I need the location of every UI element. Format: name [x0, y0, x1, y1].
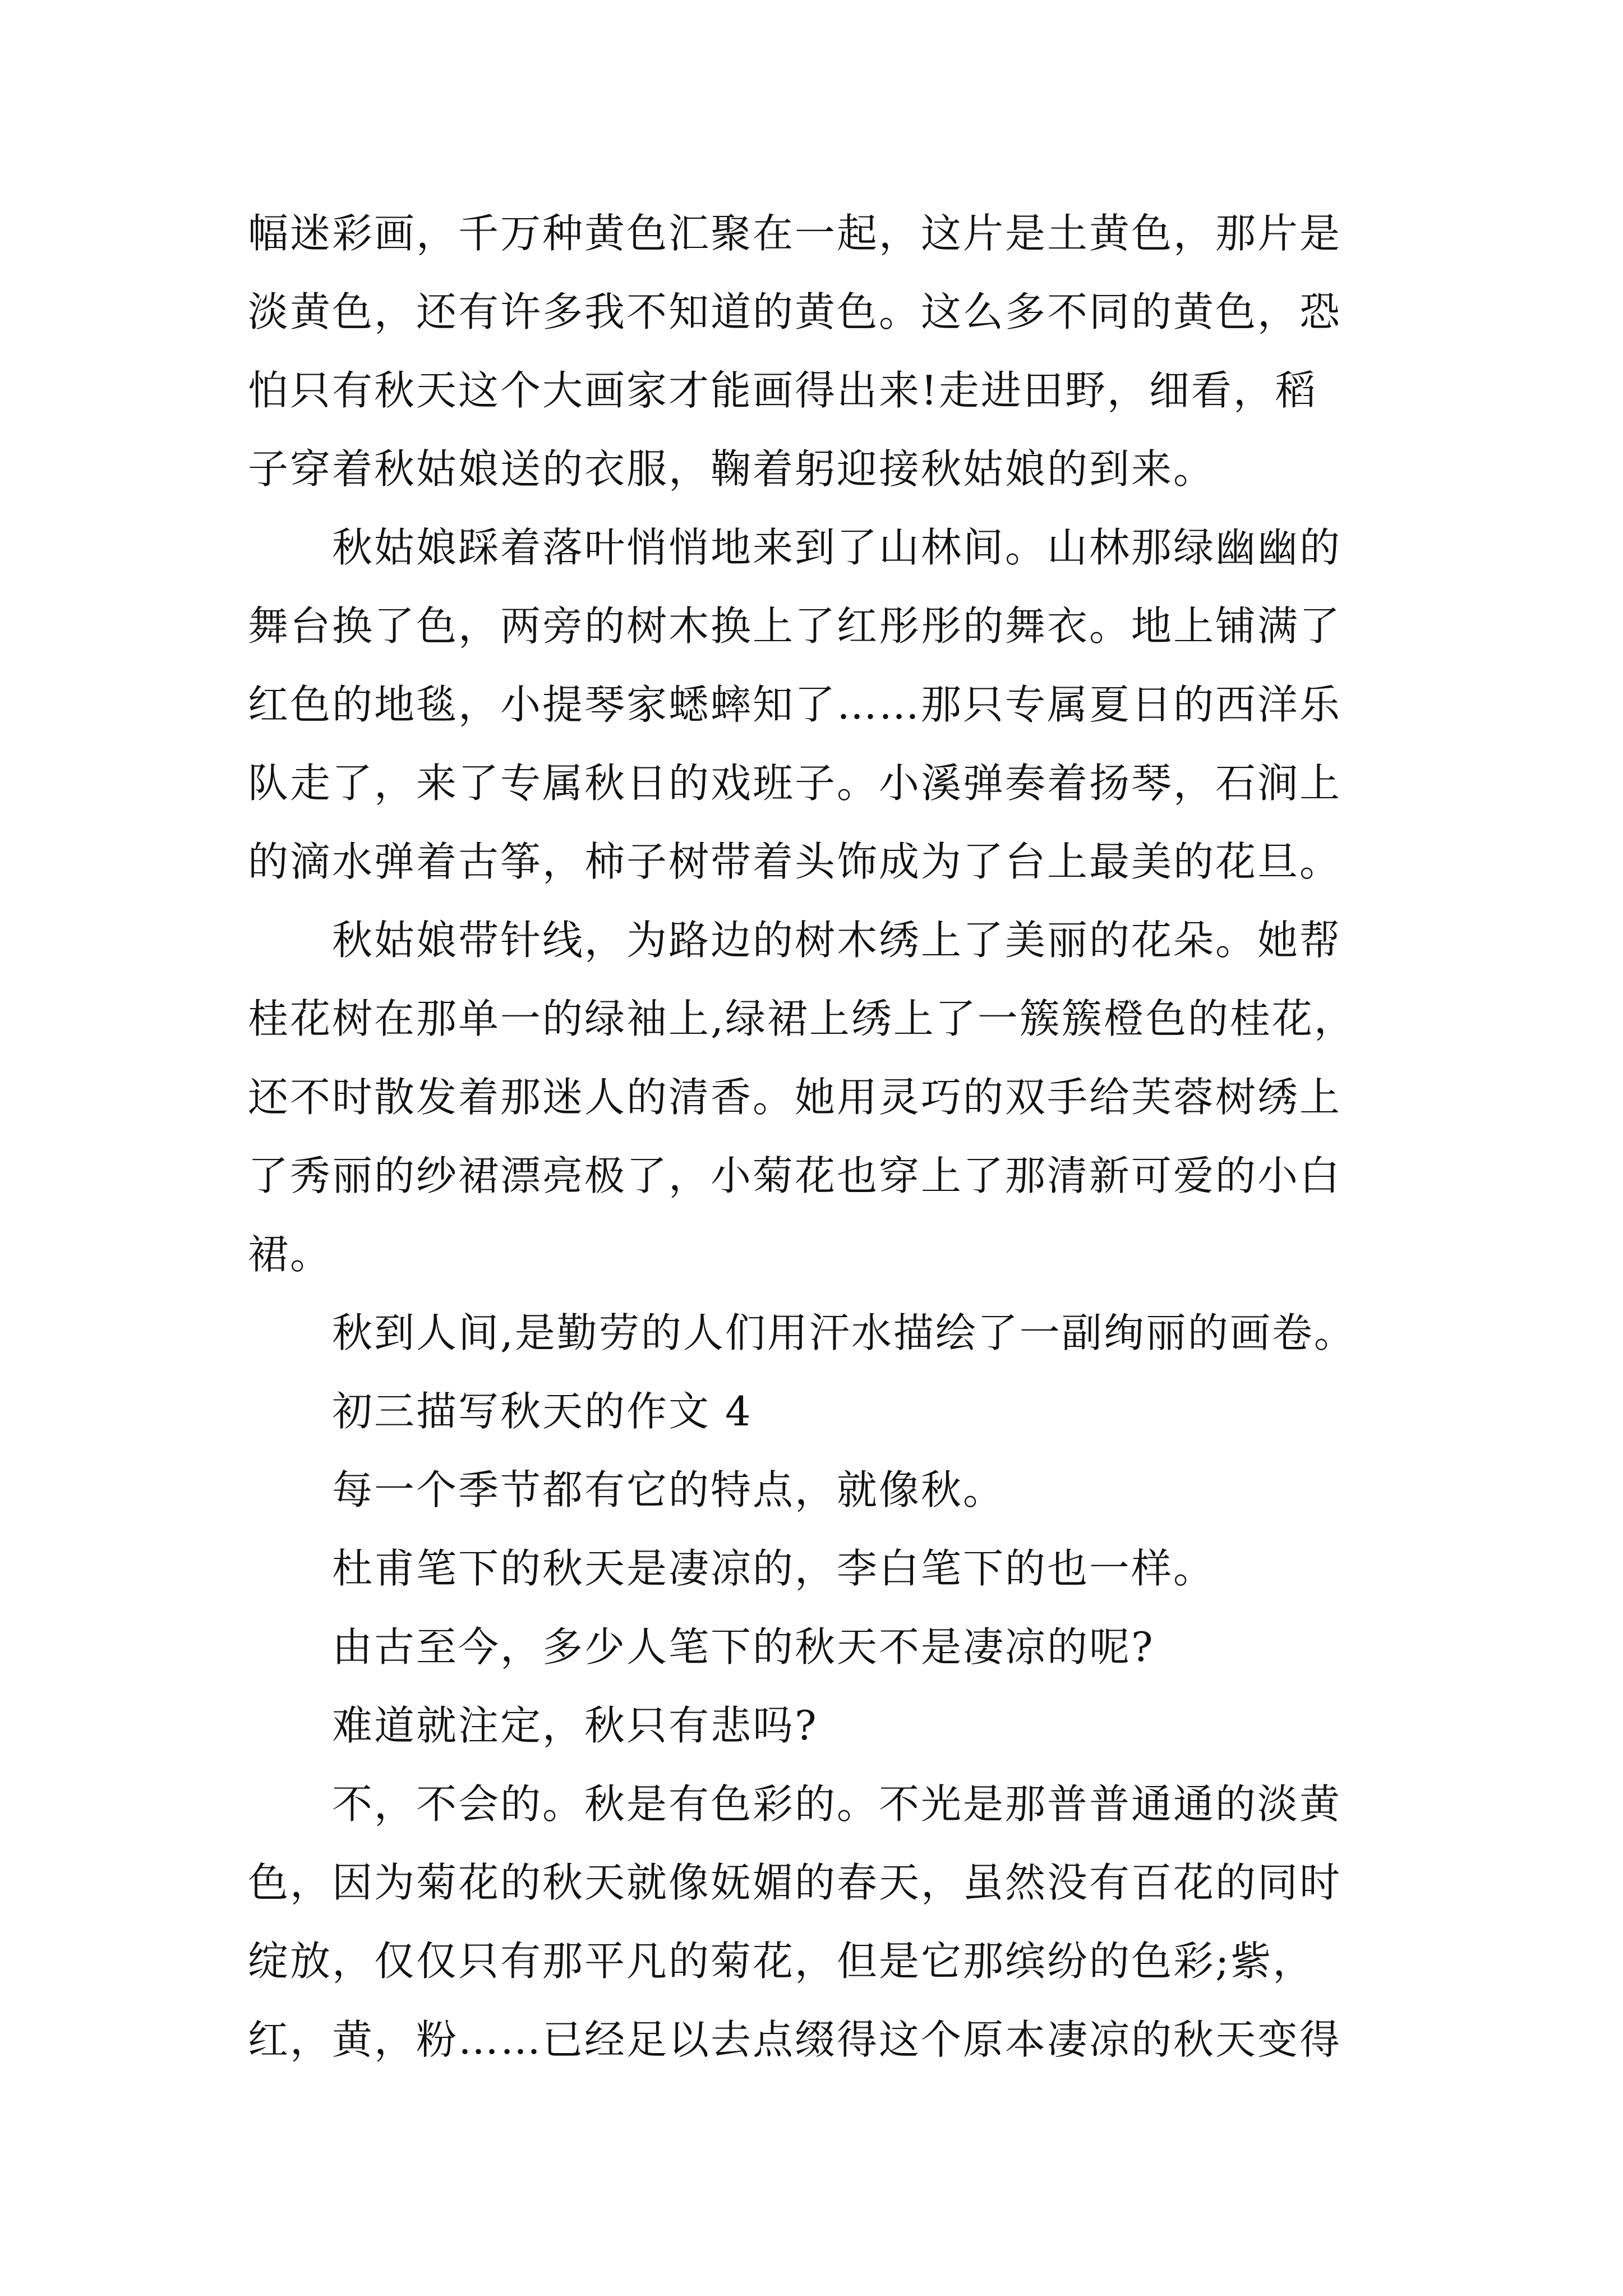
- paragraph-start-line: 不，不会的。秋是有色彩的。不光是那普普通通的淡黄: [332, 1780, 1342, 1828]
- text-line: 的滴水弹着古筝，柿子树带着头饰成为了台上最美的花旦。: [248, 838, 1342, 885]
- text-line: 绽放，仅仅只有那平凡的菊花，但是它那缤纷的色彩;紫，: [248, 1938, 1315, 1985]
- paragraph-start-line: 难道就注定，秋只有悲吗?: [332, 1702, 818, 1749]
- text-line: 红，黄，粉……已经足以去点缀得这个原本凄凉的秋天变得: [248, 2016, 1342, 2063]
- text-line: 子穿着秋姑娘送的衣服，鞠着躬迎接秋姑娘的到来。: [248, 445, 1216, 493]
- text-line: 幅迷彩画，千万种黄色汇聚在一起，这片是土黄色，那片是: [248, 210, 1342, 257]
- text-line: 色，因为菊花的秋天就像妩媚的春天，虽然没有百花的同时: [248, 1859, 1342, 1906]
- text-line: 桂花树在那单一的绿袖上,绿裙上绣上了一簇簇橙色的桂花，: [248, 995, 1356, 1042]
- text-line: 裙。: [248, 1231, 333, 1278]
- text-line: 还不时散发着那迷人的清香。她用灵巧的双手给芙蓉树绣上: [248, 1074, 1342, 1121]
- text-line: 了秀丽的纱裙漂亮极了，小菊花也穿上了那清新可爱的小白: [248, 1152, 1342, 1199]
- paragraph-start-line: 杜甫笔下的秋天是凄凉的，李白笔下的也一样。: [332, 1545, 1216, 1592]
- text-line: 队走了，来了专属秋日的戏班子。小溪弹奏着扬琴，石涧上: [248, 760, 1342, 807]
- paragraph-start-line: 秋到人间,是勤劳的人们用汗水描绘了一副绚丽的画卷。: [332, 1309, 1356, 1356]
- text-line: 舞台换了色，两旁的树木换上了红彤彤的舞衣。地上铺满了: [248, 602, 1342, 650]
- section-heading: 初三描写秋天的作文 4: [332, 1388, 753, 1435]
- paragraph-start-line: 由古至今，多少人笔下的秋天不是凄凉的呢?: [332, 1623, 1155, 1671]
- text-line: 怕只有秋天这个大画家才能画得出来!走进田野，细看，稻: [248, 367, 1317, 414]
- paragraph-start-line: 秋姑娘踩着落叶悄悄地来到了山林间。山林那绿幽幽的: [332, 524, 1342, 571]
- paragraph-start-line: 每一个季节都有它的特点，就像秋。: [332, 1466, 1006, 1513]
- text-line: 红色的地毯，小提琴家蟋蟀知了……那只专属夏日的西洋乐: [248, 681, 1342, 728]
- paragraph-start-line: 秋姑娘带针线，为路边的树木绣上了美丽的花朵。她帮: [332, 917, 1342, 964]
- text-line: 淡黄色，还有许多我不知道的黄色。这么多不同的黄色，恐: [248, 288, 1342, 335]
